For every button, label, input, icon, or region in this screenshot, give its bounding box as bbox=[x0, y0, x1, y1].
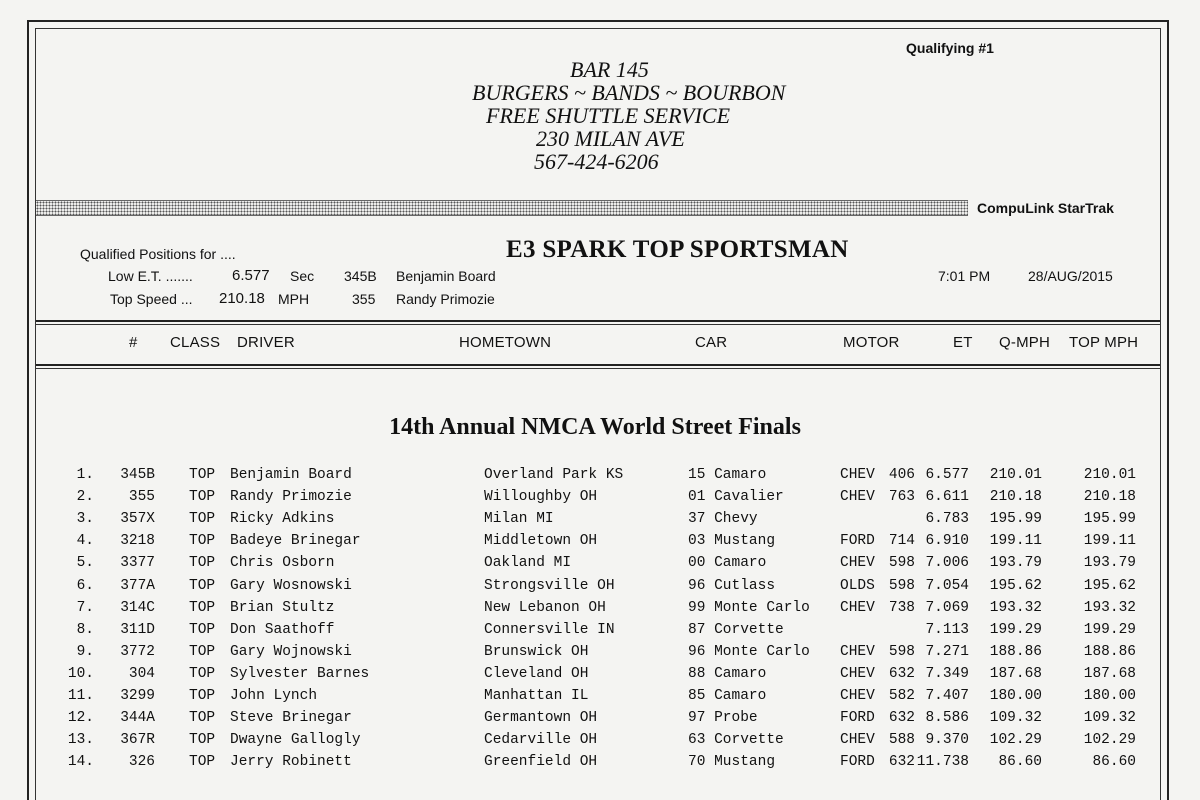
cell-car-number: 344A bbox=[120, 710, 155, 727]
cell-position: 8. bbox=[76, 621, 94, 638]
cell-motor-make: FORD bbox=[840, 710, 875, 727]
cell-car-number: 326 bbox=[128, 754, 155, 771]
cell-topmph: 193.79 bbox=[1083, 555, 1136, 572]
cell-qmph: 109.32 bbox=[989, 710, 1042, 727]
cell-motor-make: CHEV bbox=[840, 643, 875, 660]
cell-motor-make: CHEV bbox=[840, 467, 875, 483]
table-row bbox=[0, 533, 1200, 555]
col-header-driver: DRIVER bbox=[237, 334, 295, 351]
cell-class: TOP bbox=[189, 665, 216, 682]
table-row bbox=[0, 622, 1200, 644]
cell-motor-make: FORD bbox=[840, 754, 875, 771]
divider bbox=[36, 364, 1160, 366]
cell-car: 00 Camaro bbox=[688, 555, 767, 572]
table-row bbox=[0, 732, 1200, 754]
cell-driver: Gary Wosnowski bbox=[230, 577, 352, 594]
cell-car: 99 Monte Carlo bbox=[688, 599, 810, 616]
cell-position: 14. bbox=[67, 754, 94, 771]
cell-car-number: 355 bbox=[128, 489, 155, 506]
divider bbox=[36, 215, 968, 216]
cell-driver: Brian Stultz bbox=[230, 599, 335, 616]
cell-motor-cid: 598 bbox=[888, 555, 915, 572]
table-row bbox=[0, 578, 1200, 600]
cell-qmph: 188.86 bbox=[989, 643, 1042, 660]
cell-position: 9. bbox=[76, 643, 94, 660]
col-header-topmph: TOP MPH bbox=[1069, 334, 1139, 351]
table-row bbox=[0, 644, 1200, 666]
cell-car: 15 Camaro bbox=[688, 467, 767, 483]
cell-et: 6.577 bbox=[925, 467, 969, 483]
col-header-car: CAR bbox=[695, 334, 728, 351]
cell-et: 6.783 bbox=[925, 511, 969, 528]
cell-car: 03 Mustang bbox=[688, 533, 776, 550]
cell-qmph: 195.99 bbox=[989, 511, 1042, 528]
cell-motor-make: CHEV bbox=[840, 599, 875, 616]
cell-qmph: 199.11 bbox=[989, 533, 1042, 550]
col-header-motor: MOTOR bbox=[843, 334, 900, 351]
cell-hometown: Connersville IN bbox=[484, 621, 615, 638]
sponsor-ad bbox=[460, 58, 820, 173]
divider bbox=[36, 320, 1160, 322]
cell-position: 5. bbox=[76, 555, 94, 572]
cell-et: 6.910 bbox=[925, 533, 969, 550]
top-speed-driver: Randy Primozie bbox=[396, 291, 495, 307]
cell-position: 3. bbox=[76, 511, 94, 528]
cell-qmph: 86.60 bbox=[998, 754, 1042, 771]
cell-class: TOP bbox=[189, 467, 216, 483]
cell-car-number: 314C bbox=[120, 599, 155, 616]
cell-car: 96 Cutlass bbox=[688, 577, 776, 594]
cell-driver: Badeye Brinegar bbox=[230, 533, 361, 550]
ad-line: BAR 145 bbox=[570, 57, 649, 82]
cell-position: 10. bbox=[67, 665, 94, 682]
cell-class: TOP bbox=[189, 688, 216, 704]
ad-line: BURGERS ~ BANDS ~ BOURBON bbox=[472, 80, 786, 105]
cell-hometown: New Lebanon OH bbox=[484, 599, 606, 616]
cell-class: TOP bbox=[189, 710, 216, 727]
cell-motor-make: FORD bbox=[840, 533, 875, 550]
cell-motor-cid: 598 bbox=[888, 643, 915, 660]
low-et-value: 6.577 bbox=[232, 267, 270, 284]
cell-car: 87 Corvette bbox=[688, 621, 784, 638]
cell-hometown: Middletown OH bbox=[484, 533, 598, 550]
cell-class: TOP bbox=[189, 511, 216, 528]
table-row bbox=[0, 511, 1200, 533]
cell-hometown: Germantown OH bbox=[484, 710, 598, 727]
cell-et: 7.113 bbox=[925, 621, 969, 638]
cell-et: 7.349 bbox=[925, 665, 969, 682]
top-speed-car: 355 bbox=[352, 291, 376, 307]
cell-motor-make: CHEV bbox=[840, 555, 875, 572]
cell-car-number: 3377 bbox=[120, 555, 155, 572]
cell-et: 8.586 bbox=[925, 710, 969, 727]
cell-position: 6. bbox=[76, 577, 94, 594]
cell-motor-make: CHEV bbox=[840, 688, 875, 704]
table-row bbox=[0, 600, 1200, 622]
cell-topmph: 199.11 bbox=[1083, 533, 1136, 550]
divider bbox=[36, 368, 1160, 369]
cell-car: 96 Monte Carlo bbox=[688, 643, 810, 660]
brand-label: CompuLink StarTrak bbox=[977, 200, 1114, 216]
cell-class: TOP bbox=[189, 555, 216, 572]
table-row bbox=[0, 555, 1200, 577]
cell-position: 1. bbox=[76, 467, 94, 483]
cell-qmph: 102.29 bbox=[989, 732, 1042, 749]
low-et-unit: Sec bbox=[290, 268, 315, 284]
cell-car: 63 Corvette bbox=[688, 732, 784, 749]
cell-car: 97 Probe bbox=[688, 710, 758, 727]
cell-qmph: 193.32 bbox=[989, 599, 1042, 616]
cell-et: 7.054 bbox=[925, 577, 969, 594]
cell-car-number: 3218 bbox=[120, 533, 155, 550]
cell-position: 12. bbox=[67, 710, 94, 727]
col-header-class: CLASS bbox=[170, 334, 221, 351]
col-header-qmph: Q-MPH bbox=[999, 334, 1050, 351]
cell-topmph: 195.99 bbox=[1083, 511, 1136, 528]
cell-qmph: 199.29 bbox=[989, 621, 1042, 638]
cell-topmph: 180.00 bbox=[1083, 688, 1136, 704]
cell-qmph: 210.01 bbox=[989, 467, 1042, 483]
low-et-car: 345B bbox=[344, 268, 377, 284]
cell-topmph: 187.68 bbox=[1083, 665, 1136, 682]
cell-car-number: 345B bbox=[120, 467, 155, 483]
ad-line: 567-424-6206 bbox=[534, 149, 659, 174]
cell-topmph: 210.01 bbox=[1083, 467, 1136, 483]
cell-driver: Gary Wojnowski bbox=[230, 643, 352, 660]
qualified-positions-label: Qualified Positions for .... bbox=[80, 246, 236, 262]
top-speed-value: 210.18 bbox=[219, 290, 265, 307]
top-speed-label: Top Speed ... bbox=[110, 291, 193, 307]
cell-qmph: 195.62 bbox=[989, 577, 1042, 594]
cell-qmph: 187.68 bbox=[989, 665, 1042, 682]
cell-motor-cid: 598 bbox=[888, 577, 915, 594]
cell-motor-cid: 632 bbox=[888, 710, 915, 727]
cell-class: TOP bbox=[189, 599, 216, 616]
cell-topmph: 109.32 bbox=[1083, 710, 1136, 727]
cell-hometown: Willoughby OH bbox=[484, 489, 598, 506]
cell-motor-cid: 632 bbox=[888, 754, 915, 771]
cell-driver: Sylvester Barnes bbox=[230, 665, 370, 682]
cell-hometown: Cedarville OH bbox=[484, 732, 598, 749]
cell-class: TOP bbox=[189, 489, 216, 506]
event-title: E3 SPARK TOP SPORTSMAN bbox=[506, 236, 849, 263]
col-header-hometown: HOMETOWN bbox=[459, 334, 552, 351]
cell-hometown: Brunswick OH bbox=[484, 643, 589, 660]
event-subtitle: 14th Annual NMCA World Street Finals bbox=[389, 414, 801, 440]
cell-qmph: 210.18 bbox=[989, 489, 1042, 506]
low-et-driver: Benjamin Board bbox=[396, 268, 496, 284]
cell-topmph: 86.60 bbox=[1092, 754, 1136, 771]
table-row bbox=[0, 666, 1200, 688]
cell-hometown: Milan MI bbox=[484, 511, 554, 528]
cell-motor-cid: 582 bbox=[888, 688, 915, 704]
cell-hometown: Overland Park KS bbox=[484, 467, 624, 483]
table-row bbox=[0, 710, 1200, 732]
cell-car-number: 3772 bbox=[120, 643, 155, 660]
cell-car: 88 Camaro bbox=[688, 665, 767, 682]
cell-motor-make: CHEV bbox=[840, 665, 875, 682]
cell-topmph: 188.86 bbox=[1083, 643, 1136, 660]
table-row bbox=[0, 688, 1200, 710]
cell-motor-make: CHEV bbox=[840, 732, 875, 749]
cell-motor-cid: 406 bbox=[888, 467, 915, 483]
cell-car-number: 304 bbox=[128, 665, 155, 682]
cell-driver: Don Saathoff bbox=[230, 621, 335, 638]
cell-car-number: 3299 bbox=[120, 688, 155, 704]
cell-position: 2. bbox=[76, 489, 94, 506]
cell-hometown: Greenfield OH bbox=[484, 754, 598, 771]
cell-hometown: Oakland MI bbox=[484, 555, 572, 572]
col-header-num: # bbox=[129, 334, 138, 351]
cell-motor-make: CHEV bbox=[840, 489, 875, 506]
cell-car-number: 367R bbox=[120, 732, 155, 749]
cell-motor-make: OLDS bbox=[840, 577, 875, 594]
cell-driver: Jerry Robinett bbox=[230, 754, 352, 771]
cell-position: 11. bbox=[67, 688, 94, 704]
cell-class: TOP bbox=[189, 577, 216, 594]
cell-motor-cid: 588 bbox=[888, 732, 915, 749]
cell-driver: Benjamin Board bbox=[230, 467, 352, 483]
cell-topmph: 102.29 bbox=[1083, 732, 1136, 749]
cell-topmph: 195.62 bbox=[1083, 577, 1136, 594]
cell-class: TOP bbox=[189, 732, 216, 749]
cell-car-number: 377A bbox=[120, 577, 155, 594]
col-header-et: ET bbox=[953, 334, 973, 351]
cell-topmph: 210.18 bbox=[1083, 489, 1136, 506]
cell-hometown: Cleveland OH bbox=[484, 665, 589, 682]
cell-topmph: 199.29 bbox=[1083, 621, 1136, 638]
cell-class: TOP bbox=[189, 643, 216, 660]
cell-class: TOP bbox=[189, 754, 216, 771]
cell-et: 11.738 bbox=[916, 754, 969, 771]
dotted-divider bbox=[36, 201, 968, 215]
cell-motor-cid: 714 bbox=[888, 533, 915, 550]
cell-driver: John Lynch bbox=[230, 688, 318, 704]
cell-car: 85 Camaro bbox=[688, 688, 767, 704]
qualifying-label: Qualifying #1 bbox=[906, 40, 994, 56]
event-time: 7:01 PM bbox=[938, 268, 991, 284]
ad-line: 230 MILAN AVE bbox=[536, 126, 685, 151]
cell-car-number: 311D bbox=[120, 621, 155, 638]
cell-motor-cid: 763 bbox=[888, 489, 915, 506]
cell-et: 7.271 bbox=[925, 643, 969, 660]
cell-driver: Randy Primozie bbox=[230, 489, 352, 506]
cell-car: 01 Cavalier bbox=[688, 489, 784, 506]
table-row bbox=[0, 754, 1200, 776]
cell-position: 13. bbox=[67, 732, 94, 749]
cell-driver: Chris Osborn bbox=[230, 555, 335, 572]
event-date: 28/AUG/2015 bbox=[1028, 268, 1113, 284]
cell-et: 7.069 bbox=[925, 599, 969, 616]
cell-motor-cid: 632 bbox=[888, 665, 915, 682]
cell-car: 70 Mustang bbox=[688, 754, 776, 771]
cell-motor-cid: 738 bbox=[888, 599, 915, 616]
top-speed-unit: MPH bbox=[278, 291, 310, 307]
cell-driver: Steve Brinegar bbox=[230, 710, 352, 727]
cell-et: 9.370 bbox=[925, 732, 969, 749]
cell-hometown: Strongsville OH bbox=[484, 577, 615, 594]
cell-et: 7.407 bbox=[925, 688, 969, 704]
ad-line: FREE SHUTTLE SERVICE bbox=[486, 103, 731, 128]
cell-class: TOP bbox=[189, 533, 216, 550]
cell-qmph: 180.00 bbox=[989, 688, 1042, 704]
cell-topmph: 193.32 bbox=[1083, 599, 1136, 616]
cell-qmph: 193.79 bbox=[989, 555, 1042, 572]
cell-position: 4. bbox=[76, 533, 94, 550]
cell-driver: Ricky Adkins bbox=[230, 511, 335, 528]
table-row bbox=[0, 467, 1200, 489]
cell-hometown: Manhattan IL bbox=[484, 688, 589, 704]
cell-car-number: 357X bbox=[120, 511, 155, 528]
low-et-label: Low E.T. ....... bbox=[108, 268, 193, 284]
cell-car: 37 Chevy bbox=[688, 511, 758, 528]
table-row bbox=[0, 489, 1200, 511]
cell-class: TOP bbox=[189, 621, 216, 638]
cell-et: 6.611 bbox=[925, 489, 969, 506]
cell-position: 7. bbox=[76, 599, 94, 616]
divider bbox=[36, 324, 1160, 325]
cell-driver: Dwayne Gallogly bbox=[230, 732, 361, 749]
cell-et: 7.006 bbox=[925, 555, 969, 572]
